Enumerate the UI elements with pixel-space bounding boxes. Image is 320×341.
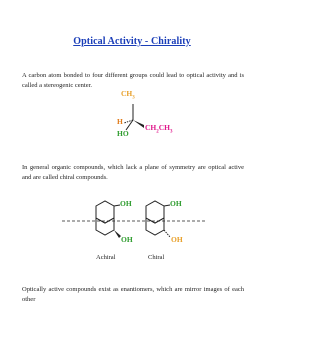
ch2ch3-label: $CH_2CH_3$ xyxy=(145,123,173,135)
achiral-bottom-oh-label: OH xyxy=(121,235,133,244)
paragraph-enantiomers: Optically active compounds exist as enantiomers, which are mirror images of each other xyxy=(22,286,244,303)
chiral-top-oh-label: OH xyxy=(170,199,182,208)
achiral-top-oh-label: OH xyxy=(120,199,132,208)
achiral-bottom-oh-wedge xyxy=(114,230,121,238)
achiral-ring-lower xyxy=(96,218,114,235)
paragraph-chiral-compounds: In general organic compounds, which lack a plane of symmetry are optical active and are called chiral compounds. xyxy=(22,164,244,181)
chiral-bottom-oh-label: OH xyxy=(171,235,183,244)
h-label: H xyxy=(117,117,123,126)
paragraph-stereogenic-center: A carbon atom bonded to four different groups could lead to optical activity and is called a stereogenic center. xyxy=(22,72,244,89)
ch3-label: $CH_3$ xyxy=(121,89,135,101)
achiral-caption: Achiral xyxy=(96,254,116,261)
chiral-bottom-oh-bond xyxy=(164,230,170,237)
chiral-ring-lower xyxy=(146,218,164,235)
page-title: Optical Activity - Chirality xyxy=(73,36,191,47)
chiral-caption: Chiral xyxy=(148,254,165,261)
ho-label: HO xyxy=(117,129,129,138)
